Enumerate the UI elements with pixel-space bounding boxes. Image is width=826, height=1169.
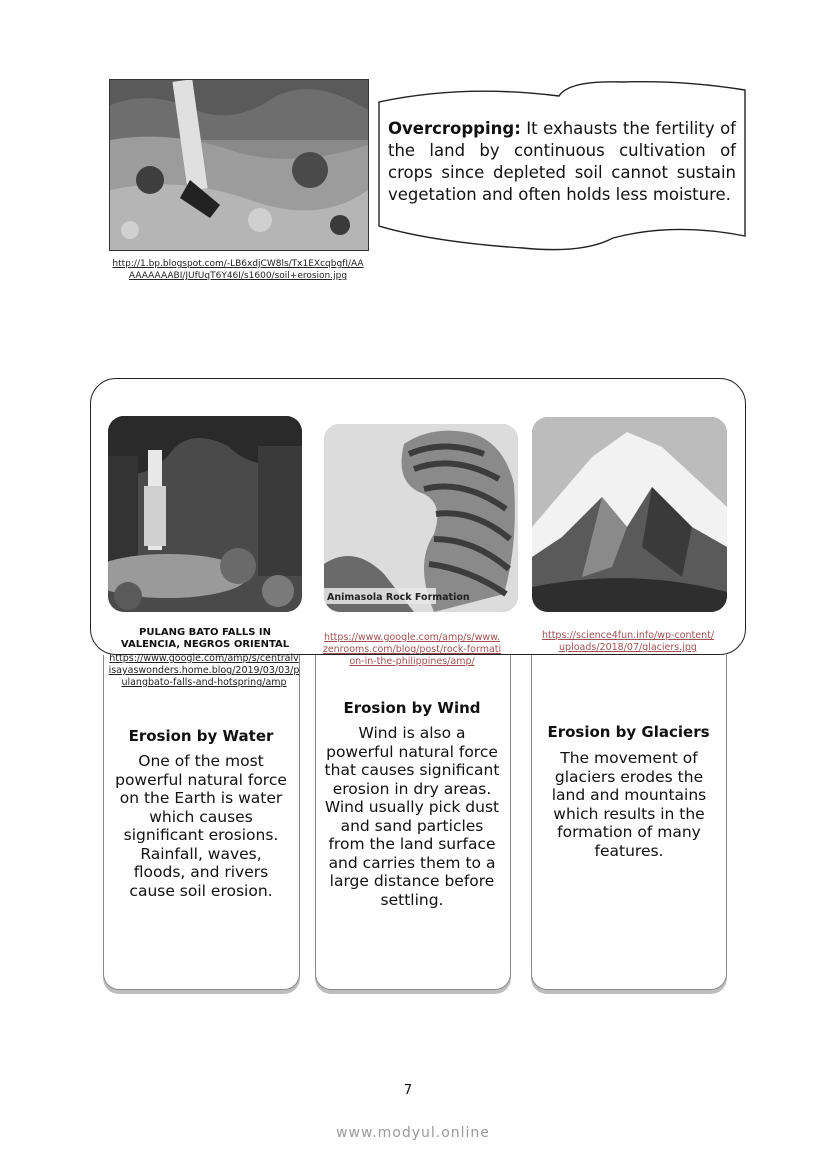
glacier-source-link[interactable]: https://science4fun.info/wp-content/uploads/2018/07/glaciers.jpg: [541, 630, 715, 653]
rock-formation-source-link[interactable]: https://www.google.com/amp/s/www.zenrooms.com/blog/post/rock-formation-in-the-philippines/amp/: [322, 632, 502, 667]
overcropping-term: Overcropping:: [388, 119, 521, 138]
waterfall-photo: [108, 416, 302, 612]
waterfall-photo-icon: [108, 416, 302, 612]
overcropping-paragraph: [388, 118, 736, 206]
erosion-wind-title: Erosion by Wind: [343, 699, 481, 717]
overcropping-description: It exhausts the fertility of the land by continuous cultivation of crops since depleted soil cannot sustain vegetation and often holds less moisture.: [388, 119, 736, 204]
erosion-glaciers-title: Erosion by Glaciers: [547, 723, 710, 741]
waterfall-caption: PULANG BATO FALLS IN VALENCIA, NEGROS ORIENTAL: [120, 627, 290, 650]
hoe-in-soil-photo-icon: [110, 80, 368, 250]
rock-formation-label: Animasola Rock Formation: [327, 592, 470, 603]
erosion-wind-body: Wind is also a powerful natural force that causes significant erosion in dry areas. Wind usually pick dust and sand particles from the land surface and carries them to a large distance before settling.: [324, 724, 500, 909]
rock-formation-photo-icon: [324, 424, 518, 612]
erosion-water-title: Erosion by Water: [128, 727, 274, 745]
erosion-glaciers-body: The movement of glaciers erodes the land and mountains which results in the formation of many features.: [551, 749, 707, 860]
rock-formation-photo: [324, 424, 518, 612]
waterfall-source-link[interactable]: https://www.google.com/amp/s/centralvisayaswonders.home.blog/2019/03/03/pulangbato-falls-and-hotspring/amp: [108, 653, 300, 688]
page-number: 7: [403, 1083, 413, 1098]
glacier-mountain-photo-icon: [532, 417, 727, 612]
footer-watermark: www.modyul.online: [336, 1125, 490, 1141]
soil-hoe-photo: [109, 79, 369, 251]
glacier-photo: [532, 417, 727, 612]
erosion-water-body: One of the most powerful natural force on the Earth is water which causes significant erosions. Rainfall, waves, floods, and rivers cause soil erosion.: [115, 752, 287, 900]
overcropping-source-link[interactable]: http://1.bp.blogspot.com/-LB6xdjCW8ls/Tx1EXcqbgfI/AAAAAAAAABI/JUfUqT6Y46I/s1600/soil+erosion.jpg: [112, 259, 364, 281]
